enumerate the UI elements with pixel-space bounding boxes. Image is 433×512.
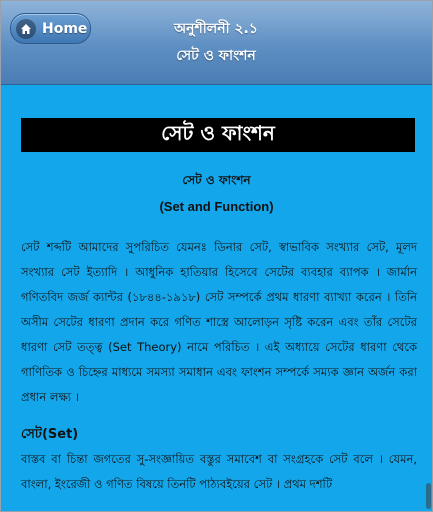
header-title-exercise: অনুশীলনী ২.১	[174, 21, 258, 37]
section-heading-set: সেট(Set)	[21, 427, 79, 442]
subheading-bengali: সেট ও ফাংশন	[182, 173, 251, 187]
scrollbar-thumb[interactable]	[426, 483, 431, 509]
header-title-topic: সেট ও ফাংশন	[176, 48, 256, 64]
intro-paragraph: সেট শব্দটি আমাদের সুপরিচিত যেমনঃ ডিনার সেট, স্বাভাবিক সংখ্যার সেট, মূলদ সংখ্যার সেট ইত্যাদি । আধুনিক হাতিয়ার হিসেবে সেটের ব্যবহার ব্যাপক । জার্মান গণিতবিদ জর্জ ক্যান্টর (১৮৪৪-১৯১৮) সেট সম্পর্কে প্রথম ধারণা ব্যাখ্যা করেন । তিনি অসীম সেটের ধারণা প্রদান করে গণিত শাস্ত্রে আলোড়ন সৃষ্টি করেন এবং তাঁর সেটের ধারণা সেট তত্ত্ব (Set Theory) নামে পরিচিত । এই অধ্যায়ে সেটের ধারণা থেকে গাণিতিক ও চিহ্নের মাধ্যমে সমস্যা সমাধান এবং ফাংশন সম্পর্কে সম্যক জ্ঞান অর্জন করা প্রধান লক্ষ্য ।	[21, 240, 417, 404]
home-button-label: Home	[42, 20, 88, 37]
header-title-group	[151, 19, 281, 67]
chapter-title-bar: সেট ও ফাংশন	[21, 118, 415, 152]
home-icon	[16, 19, 36, 39]
header-bar	[1, 1, 432, 85]
scrollbar[interactable]	[424, 85, 432, 511]
content-area[interactable]	[1, 85, 432, 511]
home-button[interactable]	[10, 13, 91, 44]
set-definition-paragraph: বাস্তব বা চিন্তা জগতের সু-সংজ্ঞায়িত বস্তুর সমাবেশ বা সংগ্রহকে সেট বলে । যেমন, বাংলা, ইংরেজী ও গণিত বিষয়ে তিনটি পাঠ্যবইয়ের সেট । প্রথম দশটি	[21, 452, 417, 491]
subheading-english: (Set and Function)	[159, 199, 274, 214]
